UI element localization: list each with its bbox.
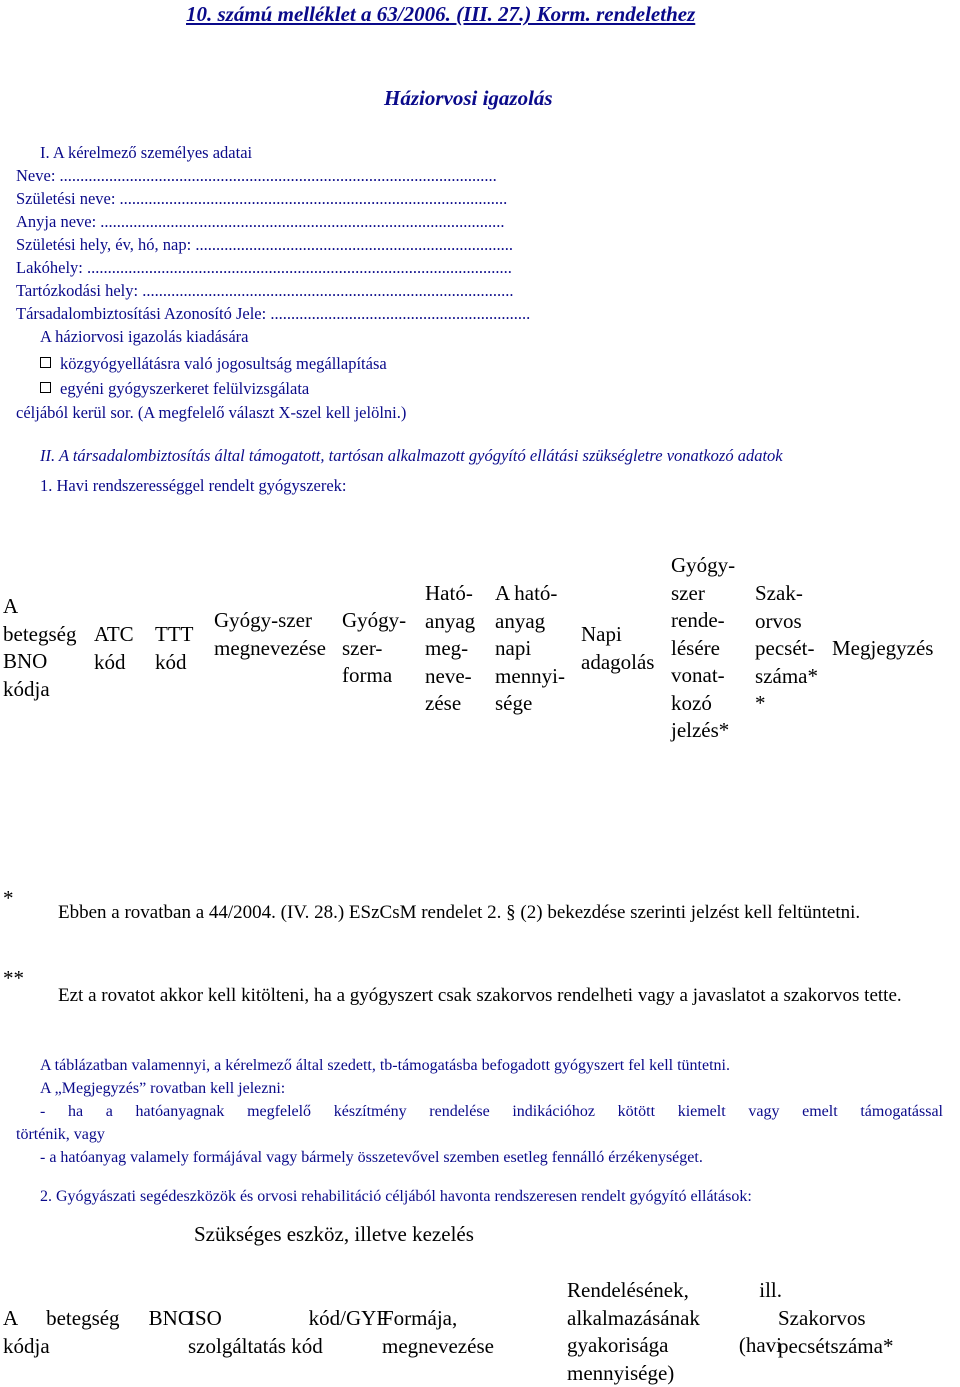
section1-heading: I. A kérelmező személyes adatai [40,143,253,162]
table2-header-stamp: Szakorvos pecsétszáma* [778,1306,894,1358]
field-birth-name: Születési neve: .............................................................................................. [16,189,508,208]
table1-header-daily-dose: Napi adagolás [581,622,655,674]
footnote2-text: Ezt a rovatot akkor kell kitölteni, ha a gyógyszert csak szakorvos rendelheti vagy a javaslatot a szakorvos tette. [58,985,902,1006]
option-kozgyogy-label: közgyógyellátásra való jogosultság megállapítása [60,354,387,373]
table1-header-remark: Megjegyzés [832,636,934,660]
table2-header-frequency: Rendelésének, ill. alkalmazásának gyakorisága (havi mennyisége) [567,1278,782,1385]
table1-header-drug-form: Gyógy-szer-forma [342,608,407,687]
page-title: Háziorvosi igazolás [384,86,553,110]
checkbox-icon[interactable] [40,357,51,368]
table1-header-ttt: TTT kód [155,622,194,674]
field-residence: Lakóhely: ....................................................................................................... [16,258,512,277]
option-kozgyogy[interactable] [40,352,387,375]
note-line-1: A táblázatban valamennyi, a kérelmező által szedett, tb-támogatásba befogadott gyógyszert fel kell tüntetni. [40,1057,730,1074]
table2-header-iso: ISO kód/GYF szolgáltatás kód [188,1306,388,1358]
section2-sub2: 2. Gyógyászati segédeszközök és orvosi rehabilitáció céljából havonta rendszeresen rendelt gyógyító ellátások: [40,1188,752,1205]
note-line-5: - a hatóanyag valamely formájával vagy bármely összetevővel szemben esetleg fennálló érzékenységet. [40,1149,703,1166]
table1-header-active-name: Ható-anyag meg-neve-zése [425,581,476,715]
field-stay-address: Tartózkodási hely: .......................................................................................... [16,281,514,300]
issue-text: A háziorvosi igazolás kiadására [40,327,249,346]
table2-header-form: Formája, megnevezése [382,1306,494,1358]
section2-sub1: 1. Havi rendszerességgel rendelt gyógyszerek: [40,476,347,495]
section2-heading: II. A társadalombiztosítás által támogatott, tartósan alkalmazott gyógyító ellátási szükségletre vonatkozó adatok [40,446,783,465]
field-name: Neve: .......................................................................................................... [16,166,497,185]
option-gyogyszerkeret[interactable] [40,377,309,400]
page-header: 10. számú melléklet a 63/2006. (III. 27.) Korm. rendelethez [186,2,696,26]
option-gyogyszerkeret-label: egyéni gyógyszerkeret felülvizsgálata [60,379,310,398]
table1-header-specialist-stamp: Szak-orvos pecsét-száma* * [755,581,818,715]
field-birth-place-date: Születési hely, év, hó, nap: ............................................................................. [16,235,513,254]
checkbox-icon[interactable] [40,382,51,393]
field-mother-name: Anyja neve: .................................................................................................. [16,212,505,231]
table2-header-bno: A betegség BNO kódja [3,1306,193,1358]
footnote1-mark: * [3,886,14,910]
field-taj: Társadalombiztosítási Azonosító Jele: ............................................................... [16,304,531,323]
note-line-4: történik, vagy [16,1126,105,1143]
table1-header-bno: A betegség BNO kódja [3,594,77,701]
footnote2-mark: ** [3,966,24,990]
table1-header-atc: ATC kód [94,622,134,674]
table1-header-active-amount: A ható-anyag napi mennyi-sége [495,581,565,715]
table1-header-drug-name: Gyógy-szer megnevezése [214,608,326,660]
table1-header-prescription-code: Gyógy-szer rende-lésére vonat-kozó jelzés* [671,553,736,742]
purpose-text: céljából kerül sor. (A megfelelő választ X-szel kell jelölni.) [16,403,407,422]
note-line-3: - ha a hatóanyagnak megfelelő készítmény rendelése indikációhoz kötött kiemelt vagy emelt támogatással [40,1103,943,1120]
note-line-2: A „Megjegyzés” rovatban kell jelezni: [40,1080,286,1097]
footnote1-text: Ebben a rovatban a 44/2004. (IV. 28.) ESzCsM rendelet 2. § (2) bekezdése szerinti jelzést kell feltüntetni. [58,902,861,923]
needed-heading: Szükséges eszköz, illetve kezelés [194,1222,474,1246]
